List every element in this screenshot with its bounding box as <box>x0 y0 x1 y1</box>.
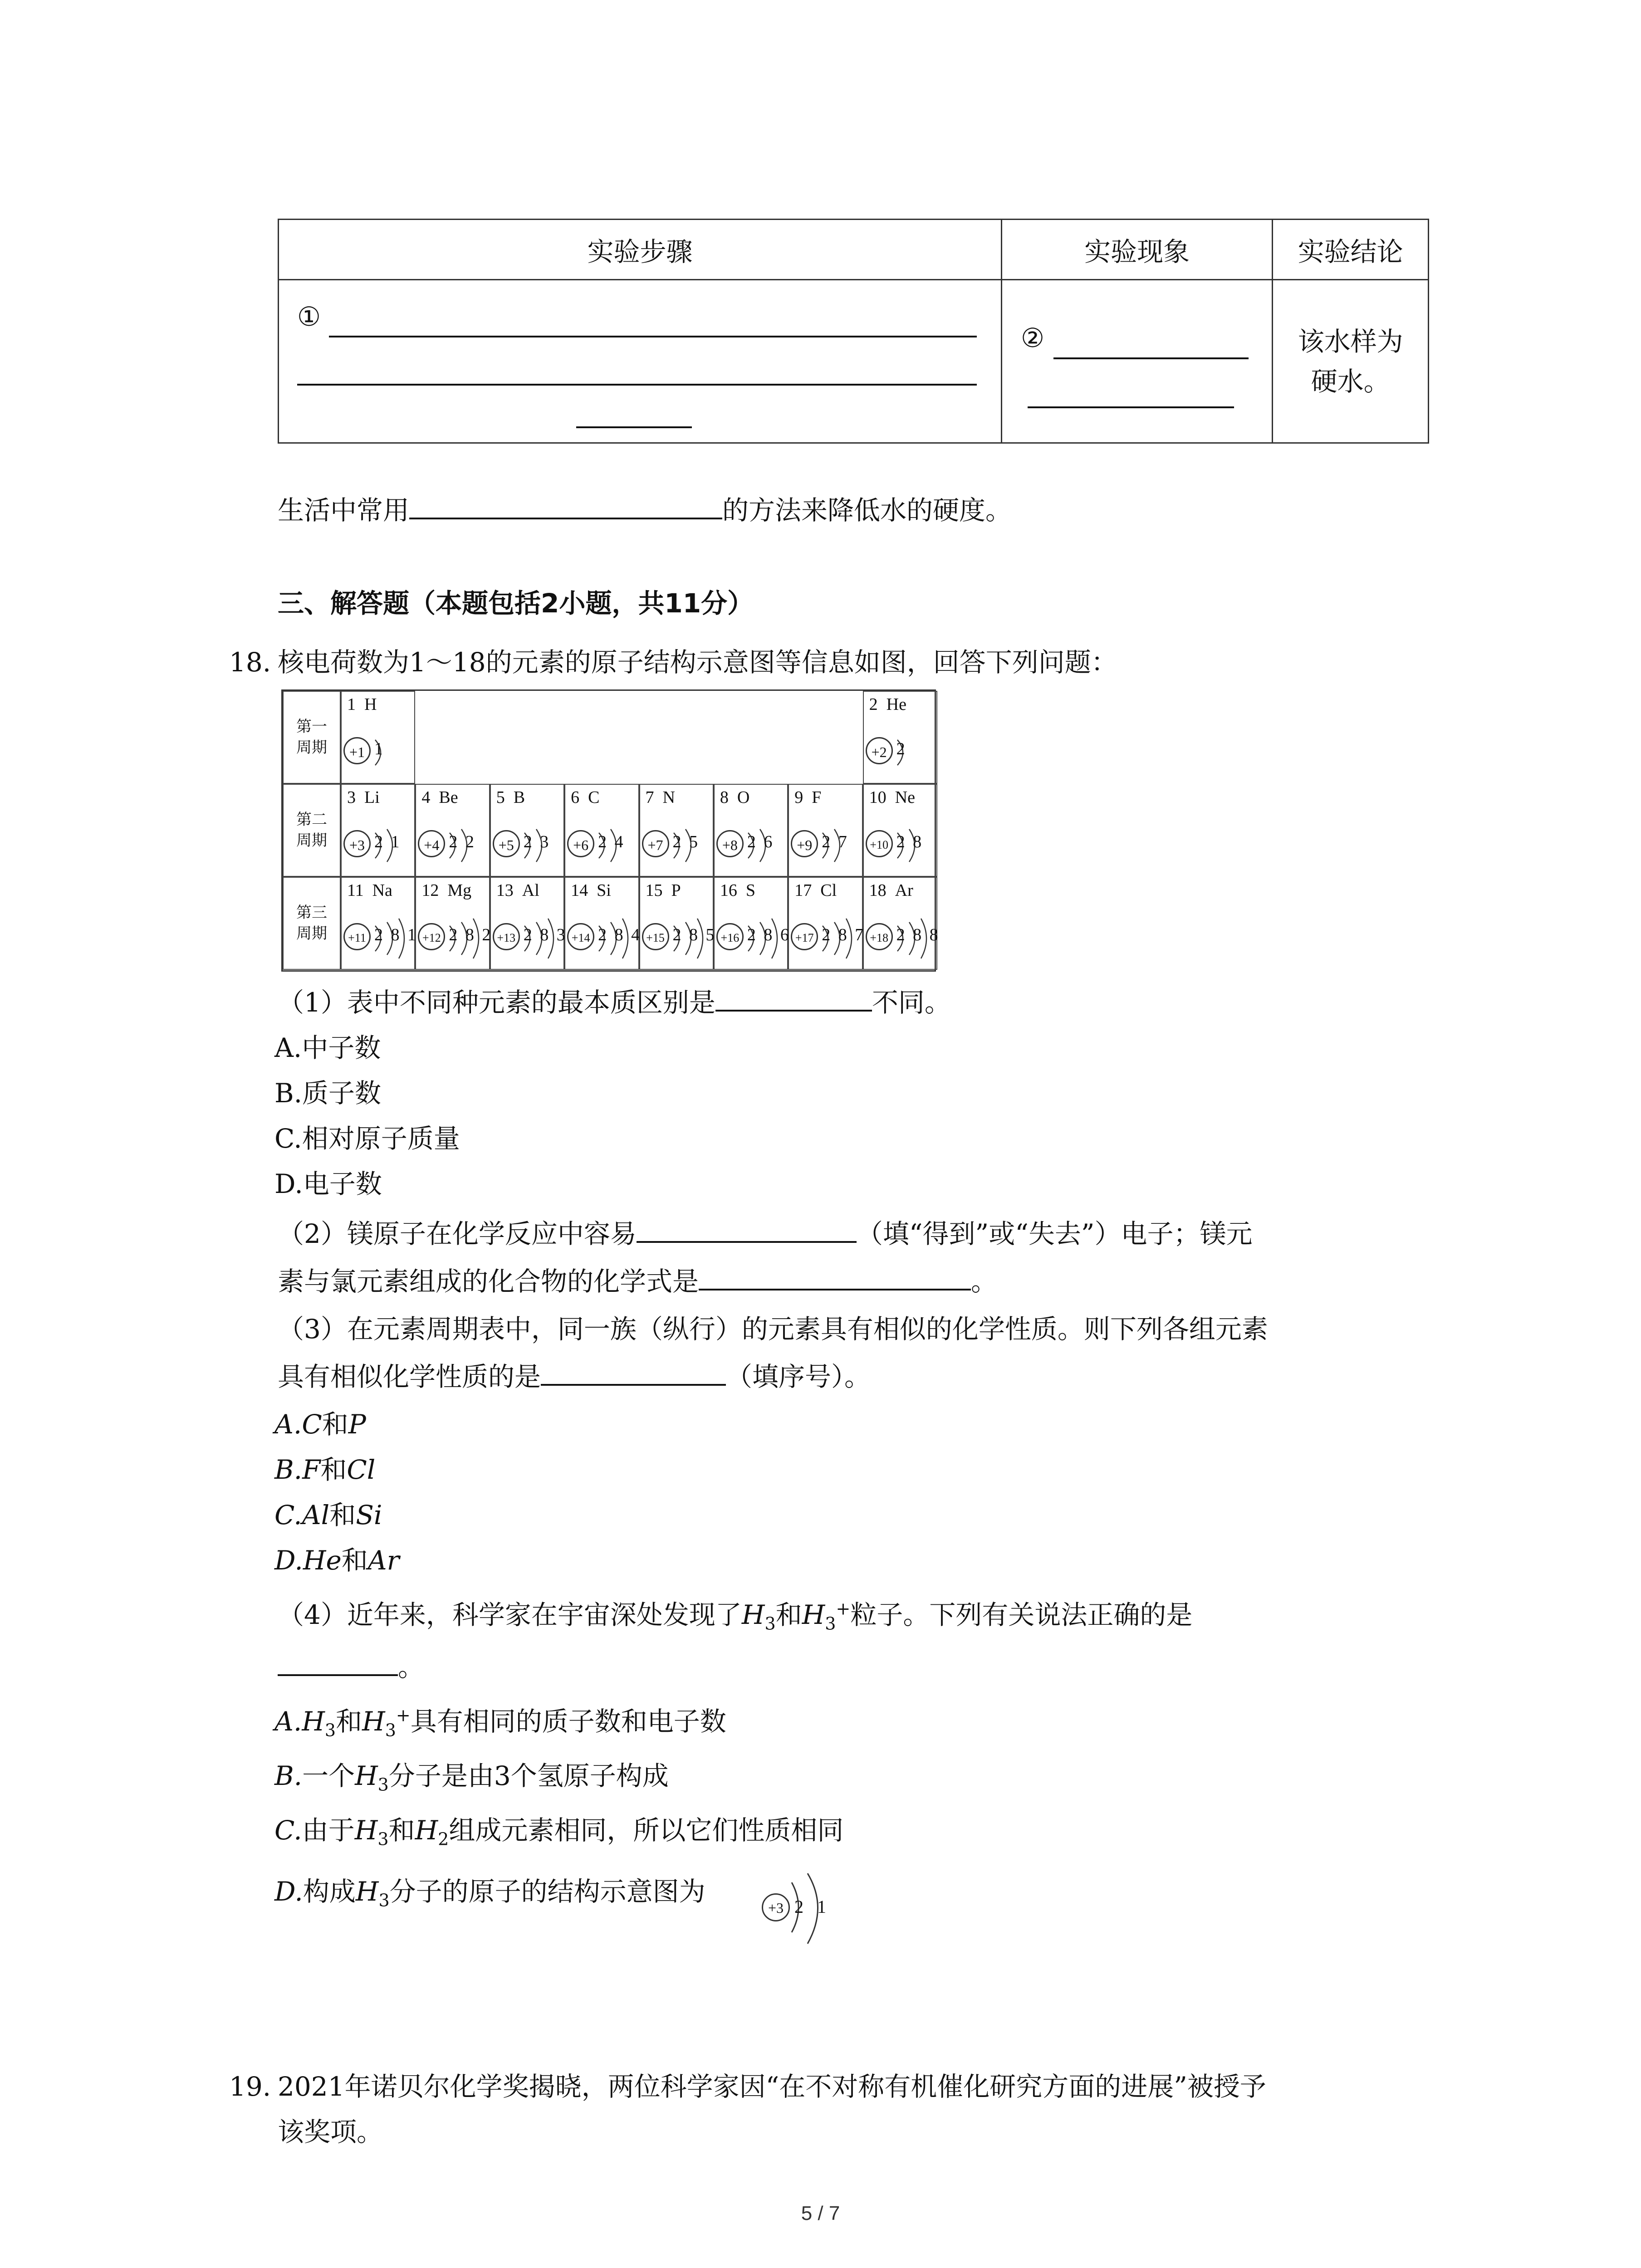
q18-p4-suffix: 粒子。下列有关说法正确的是 <box>850 1599 1193 1630</box>
element-label: 9 F <box>794 788 822 807</box>
q18-p4-blank[interactable] <box>278 1674 398 1676</box>
q18-p2-blank-2[interactable] <box>699 1289 971 1290</box>
step-blank-2[interactable] <box>297 384 977 386</box>
phenomenon-blank-2[interactable] <box>1028 406 1234 408</box>
h3-ion-formula: H <box>802 1599 825 1630</box>
q18-p4-option-a[interactable]: $A.H_3$和$H_3^+$具有相同的质子数和电子数 <box>274 1705 726 1740</box>
h3-ion-charge: + <box>836 1598 851 1619</box>
element-label: 4 Be <box>421 788 458 807</box>
element-cell-mg <box>415 877 493 970</box>
q18-p2-line2-prefix: 素与氯元素组成的化合物的化学式是 <box>278 1266 699 1297</box>
q18-p1-option-c[interactable]: C.相对原子质量 <box>274 1123 460 1154</box>
q18-p1-suffix: 不同。 <box>872 987 951 1018</box>
page-number: 5 / 7 <box>801 2202 840 2224</box>
q18-p3-option-b[interactable]: B.F和Cl <box>274 1454 376 1485</box>
element-label: 10 Ne <box>869 788 915 807</box>
electron-shells: 2 8 4 <box>598 925 642 944</box>
q18-number: 18. <box>229 647 271 678</box>
life-blank[interactable] <box>409 518 722 519</box>
q18-p4-prefix: （4）近年来，科学家在宇宙深处发现了 <box>278 1599 742 1630</box>
electron-shells: 2 4 <box>598 832 625 851</box>
electron-shells: 2 8 2 <box>449 925 493 944</box>
h3-subscript: 3 <box>764 1613 776 1634</box>
nucleus: +3 <box>343 830 371 857</box>
nucleus: +12 <box>418 923 445 950</box>
q18-p1-option-d[interactable]: D.电子数 <box>274 1168 382 1199</box>
electron-shells: 2 8 <box>896 832 924 851</box>
element-cell-c <box>564 784 639 877</box>
q18-p2-line2 <box>278 1263 997 1300</box>
step-blank-3[interactable] <box>576 426 692 428</box>
element-cell-ne <box>863 784 937 877</box>
element-label: 18 Ar <box>869 881 913 900</box>
q18-p3-prefix: 具有相似化学性质的是 <box>278 1361 541 1392</box>
element-cell-f <box>788 784 862 877</box>
q18-p4-he: 和 <box>775 1599 802 1630</box>
element-cell-b <box>490 784 564 877</box>
element-label: 5 B <box>496 788 525 807</box>
h3-formula: H <box>741 1599 765 1630</box>
element-label: 2 He <box>869 695 906 714</box>
q18-p3-option-c[interactable]: C.Al和Si <box>274 1500 382 1530</box>
nucleus: +18 <box>866 923 893 950</box>
electron-shells: 2 6 <box>747 832 774 851</box>
q18-p3-line2 <box>278 1359 871 1395</box>
element-cell-si <box>564 877 642 970</box>
element-cell-al <box>490 877 567 970</box>
section-title: 三、解答题（本题包括2小题，共11分） <box>278 588 754 619</box>
element-cell-cl <box>788 877 866 970</box>
q18-p3-suffix: （填序号）。 <box>726 1361 871 1392</box>
q18-p1-option-a[interactable]: A.中子数 <box>274 1032 381 1063</box>
q18-p1-prefix: （1）表中不同种元素的最本质区别是 <box>278 987 715 1018</box>
q18-p2-line2-suffix: 。 <box>971 1266 998 1297</box>
q18-p4-option-c[interactable]: C.由于$H_3$和$H_2$组成元素相同，所以它们性质相同 <box>274 1815 844 1849</box>
electron-shells: 2 8 5 <box>672 925 716 944</box>
header-conclusion: 实验结论 <box>1273 220 1429 280</box>
element-cell-h <box>341 691 415 784</box>
element-cell-p <box>639 877 714 970</box>
electron-shells: 2 <box>896 739 907 758</box>
q18-p1 <box>278 984 951 1021</box>
q18-p3-line1: （3）在元素周期表中，同一族（纵行）的元素具有相似的化学性质。则下列各组元素 <box>278 1314 1268 1344</box>
nucleus: +6 <box>567 830 594 857</box>
q18-p1-blank[interactable] <box>715 1010 872 1012</box>
q18-stem: 核电荷数为1～18的元素的原子结构示意图等信息如图，回答下列问题： <box>278 647 1117 678</box>
electron-shells: 2 3 <box>523 832 551 851</box>
atom-structure-diagram <box>755 1864 837 1955</box>
electron-shells: 2 8 1 <box>374 925 418 944</box>
electron-shells: 2 5 <box>672 832 700 851</box>
nucleus: +7 <box>642 830 669 857</box>
q19-line1: 2021年诺贝尔化学奖揭晓，两位科学家因“在不对称有机催化研究方面的进展”被授予 <box>278 2071 1266 2102</box>
element-cell-s <box>714 877 791 970</box>
q18-p3-blank[interactable] <box>541 1384 726 1386</box>
atom-shells: 2 1 <box>794 1897 831 1917</box>
phenomenon-cell <box>1001 280 1272 443</box>
electron-shells: 2 8 3 <box>523 925 567 944</box>
q18-p1-option-b[interactable]: B.质子数 <box>274 1078 382 1109</box>
header-phenomenon: 实验现象 <box>1001 220 1272 280</box>
experiment-table <box>278 219 1429 444</box>
nucleus: +8 <box>716 830 744 857</box>
q18-p2-mid: （填“得到”或“失去”）电子；镁元 <box>856 1218 1253 1249</box>
q18-p4-line2 <box>278 1649 424 1685</box>
life-sentence <box>278 492 1012 528</box>
electron-shells: 1 <box>374 739 385 758</box>
nucleus: +2 <box>866 737 893 764</box>
element-label: 13 Al <box>496 881 539 900</box>
element-label: 8 O <box>720 788 750 807</box>
nucleus: +14 <box>567 923 594 950</box>
step-blank-1[interactable] <box>329 336 977 337</box>
conclusion-line2: 硬水。 <box>1311 366 1390 397</box>
conclusion-cell <box>1273 280 1429 443</box>
electron-shells: 2 1 <box>374 832 402 851</box>
nucleus: +10 <box>866 830 893 857</box>
element-label: 7 N <box>645 788 675 807</box>
electron-shells: 2 8 8 <box>896 925 940 944</box>
q18-p3-option-a[interactable]: A.C和P <box>274 1409 366 1440</box>
element-label: 3 Li <box>347 788 380 807</box>
nucleus: +11 <box>343 923 371 950</box>
q18-p2-prefix: （2）镁原子在化学反应中容易 <box>278 1218 637 1249</box>
element-cell-na <box>341 877 418 970</box>
q19-line2: 该奖项。 <box>278 2116 383 2147</box>
q18-p2-line1 <box>278 1216 1253 1252</box>
period-label-2: 第二 周期 <box>283 784 341 877</box>
element-label: 11 Na <box>347 881 392 900</box>
element-label: 6 C <box>571 788 600 807</box>
nucleus: +17 <box>791 923 818 950</box>
electron-shells: 2 2 <box>449 832 476 851</box>
element-cell-li <box>341 784 415 877</box>
element-label: 15 P <box>645 881 681 900</box>
nucleus: +5 <box>493 830 520 857</box>
element-cell-n <box>639 784 714 877</box>
periodic-table-figure <box>281 689 940 972</box>
life-prefix: 生活中常用 <box>278 495 410 526</box>
electron-shells: 2 7 <box>822 832 849 851</box>
element-label: 17 Cl <box>794 881 837 900</box>
period-label-3: 第三 周期 <box>283 877 341 970</box>
q18-p2-blank-1[interactable] <box>637 1241 857 1243</box>
element-label: 14 Si <box>571 881 611 900</box>
step-marker: ① <box>297 301 321 332</box>
q18-p4-end: 。 <box>398 1652 425 1682</box>
nucleus: +16 <box>716 923 744 950</box>
h3-ion-subscript: 3 <box>825 1613 836 1634</box>
q19-number: 19. <box>229 2071 271 2102</box>
nucleus: +4 <box>418 830 445 857</box>
phenomenon-marker: ② <box>1021 323 1044 353</box>
nucleus: +13 <box>493 923 520 950</box>
electron-shells: 2 8 6 <box>747 925 791 944</box>
q18-p4-option-d[interactable]: D.构成$H_3$分子的原子的结构示意图为 <box>274 1876 705 1911</box>
q18-p4-option-b[interactable]: B.一个$H_3$分子是由3个氢原子构成 <box>274 1760 669 1795</box>
element-label: 12 Mg <box>421 881 472 900</box>
element-cell-he <box>863 691 937 784</box>
atom-nucleus: +3 <box>762 1893 790 1921</box>
nucleus: +15 <box>642 923 669 950</box>
element-label: 16 S <box>720 881 756 900</box>
nucleus: +9 <box>791 830 818 857</box>
conclusion-line1: 该水样为 <box>1298 326 1403 357</box>
phenomenon-blank-1[interactable] <box>1053 357 1249 359</box>
element-cell-be <box>415 784 490 877</box>
electron-shells: 2 8 7 <box>822 925 866 944</box>
element-cell-o <box>714 784 788 877</box>
life-suffix: 的方法来降低水的硬度。 <box>722 495 1012 526</box>
element-label: 1 H <box>347 695 377 714</box>
element-cell-ar <box>863 877 940 970</box>
nucleus: +1 <box>343 737 371 764</box>
q18-p4-line1 <box>278 1597 1192 1633</box>
steps-cell <box>279 280 1002 443</box>
header-steps: 实验步骤 <box>279 220 1002 280</box>
period-label-1: 第一 周期 <box>283 691 341 784</box>
q18-p3-option-d[interactable]: D.He和Ar <box>274 1545 400 1576</box>
